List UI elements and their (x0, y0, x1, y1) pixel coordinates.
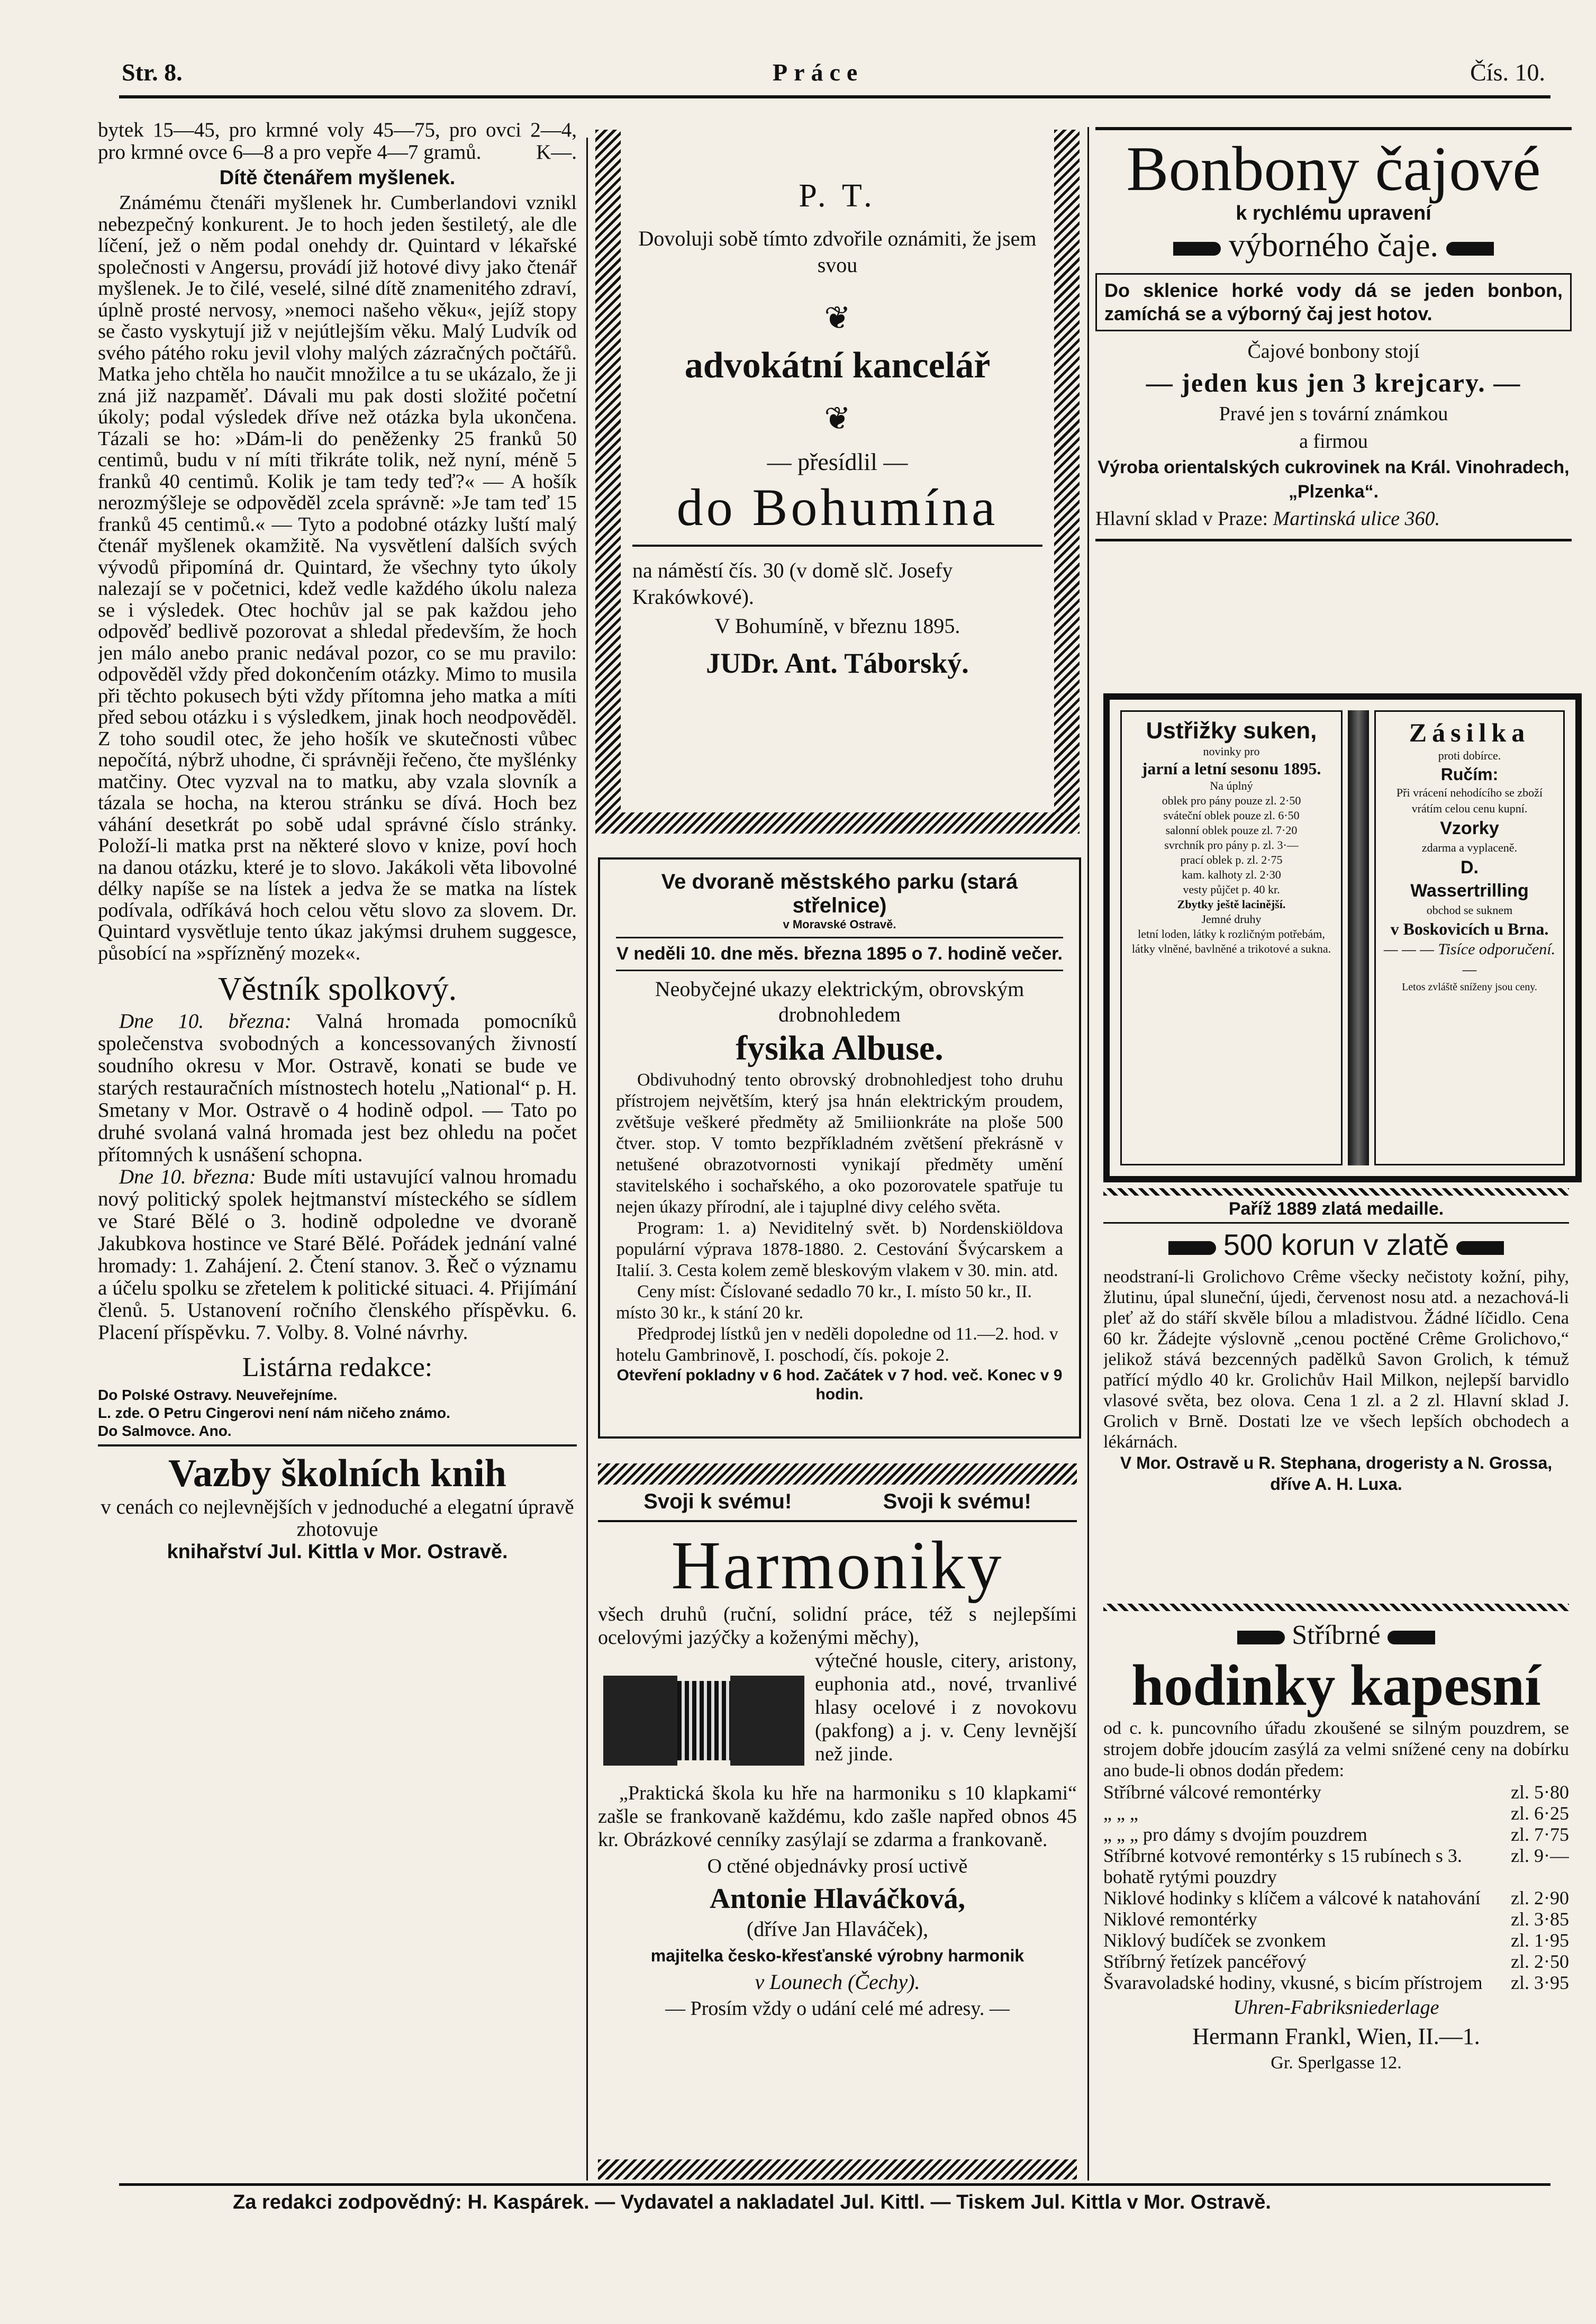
ad-harm-owner: majitelka česko-křesťanské výrobny harmonik (650, 1946, 1024, 1965)
watch-price-row (1103, 1845, 1569, 1887)
ad-lawyer-city: do Bohumína (676, 478, 999, 537)
watch-item-name: Niklové remontérky (1103, 1909, 1257, 1930)
watch-price-row (1103, 1782, 1569, 1803)
ad-cloth-line-10: letní loden, látky k rozličným potřebám, látky vlněné, bavlněné a trikotové a sukna. (1131, 927, 1331, 955)
ad-grolich (1103, 1188, 1569, 1580)
column-left (98, 119, 577, 2183)
listarna-title: Listárna redakce: (242, 1352, 433, 1382)
watch-item-price: zl. 6·25 (1511, 1803, 1569, 1824)
accordion-bellows (677, 1681, 730, 1760)
column-divider-1 (586, 138, 588, 2181)
ad-bonbony-maker: Výroba orientalských cukrovinek na Král. Vinohradech, „Plzenka“. (1098, 457, 1570, 502)
ad-lawyer-office: advokátní kancelář (684, 345, 991, 386)
ad-bonbony-rule-top (1095, 127, 1572, 130)
ad-lawyer-address: na náměstí čís. 30 (v domě slč. Josefy Krakówkové). (632, 558, 953, 609)
ad-bonbony-tea (1095, 224, 1572, 267)
ad-cloth-line-4: svrchník pro pány p. zl. 3·— (1164, 838, 1299, 852)
ad-cloth-line-6: kam. kalhoty zl. 2·30 (1182, 868, 1281, 881)
watch-item-name: Niklové hodinky s klíčem a válcové k natahování (1103, 1887, 1481, 1909)
ad-watch-street: Gr. Sperlgasse 12. (1271, 2053, 1402, 2073)
ad-lawyer-date: V Bohumíně, v březnu 1895. (714, 614, 960, 638)
header-rule (119, 95, 1550, 98)
accordion-left-end (603, 1676, 677, 1766)
ad-cloth-left (1120, 710, 1343, 1165)
listarna-item-2: L. zde. O Petru Cingerovi není nám ničeho známo. (98, 1405, 450, 1421)
ad-grolich-prize: 500 korun v zlatě (1223, 1228, 1449, 1261)
ad-harm-prev: (dříve Jan Hlaváček), (746, 1917, 929, 1941)
ad-lawyer-pt: P. T. (799, 178, 876, 214)
watch-item-name: Stříbrný řetízek pancéřový (1103, 1951, 1307, 1972)
ad-harm-city: v Lounech (Čechy). (755, 1970, 920, 1994)
ad-park-date: V neděli 10. dne měs. března 1895 o 7. hodině večer. (616, 944, 1063, 964)
club-notice-1 (98, 1010, 577, 1166)
ad-watch-price-list (1103, 1782, 1569, 1993)
ad-watch-border-top (1103, 1604, 1569, 1611)
ad-zasilka-title: Zásilka (1409, 718, 1530, 747)
ad-lawyer-border-left (595, 130, 621, 834)
ad-lawyer-rule (632, 545, 1042, 547)
ad-cloth-line-3: salonní oblek pouze zl. 7·20 (1165, 824, 1298, 837)
ad-cloth-line-8: Zbytky ještě lacinější. (1177, 898, 1286, 911)
ad-cloth-sub2: jarní a letní sesonu 1895. (1141, 759, 1321, 778)
ad-park-hours: Otevření pokladny v 6 hod. Začátek v 7 hod. več. Konec v 9 hodin. (616, 1367, 1063, 1403)
ad-cloth-line-5: prací oblek p. zl. 2·75 (1180, 853, 1283, 866)
pointing-hand-icon-6 (1388, 1631, 1435, 1644)
ad-cloth-line-7: vesty půjčet p. 40 kr. (1183, 883, 1280, 896)
ad-bonbony (1095, 127, 1572, 656)
ad-lawyer-intro: Dovoluji sobě tímto zdvořile oznámiti, že jsem svou (638, 227, 1037, 277)
ad-cloth (1103, 693, 1582, 1182)
vazby-rule-top (98, 1444, 577, 1446)
ad-bonbony-title: Bonbony čajové (1126, 133, 1541, 204)
ad-zasilka-line-6: Wassertrilling (1410, 881, 1529, 901)
page-header (122, 58, 1550, 95)
ad-bonbony-price: — jeden kus jen 3 krejcary. — (1146, 368, 1521, 397)
ad-zasilka-line-5: D. (1461, 857, 1479, 878)
ornament-1: ❦ (824, 301, 851, 336)
ad-zasilka-line-9: — — — Tisíce odporučení. — (1383, 941, 1556, 978)
vazby-shop: knihařství Jul. Kittla v Mor. Ostravě. (167, 1541, 508, 1563)
ad-park-title: Ve dvoraně městského parku (stará střelnice) (661, 870, 1018, 917)
ad-lawyer-moved: — přesídlil — (767, 448, 908, 475)
ad-harm-rule (598, 1520, 1077, 1522)
ad-cloth-line-1: oblek pro pány pouze zl. 2·50 (1162, 794, 1301, 807)
ad-park-prices: Ceny míst: Číslované sedadlo 70 kr., I. místo 50 kr., II. místo 30 kr., k stání 20 kr. (616, 1282, 1032, 1323)
ad-watch-firm: Hermann Frankl, Wien, II.—1. (1192, 2023, 1480, 2049)
ad-watch-body: od c. k. puncovního úřadu zkoušené se silným pouzdrem, se strojem dobře jdoucím zasýlá za velmi snížené ceny na dobírku ano bude-li obnos dodán předem: (1103, 1719, 1569, 1780)
ad-harm-slogan-2: Svoji k svému! (883, 1490, 1031, 1513)
watch-item-price: zl. 2·90 (1511, 1887, 1569, 1909)
section-title: Věstník spolkový. (217, 971, 457, 1007)
watch-item-name: Stříbrné válcové remontérky (1103, 1782, 1321, 1803)
ad-grolich-body: neodstraní-li Grolichovo Crême všecky nečistoty kožní, pihy, žlutinu, úpal sluneční, újedi, červenost nosu atd. a nezachová-li pleť až do stáří skvěle bílou a mladistvou. Žádné líčidlo. Cena 60 kr. Žádejte výslovně „cenou poctěné Crême Grolichovo,“ jelikož stává bezcenných padělků Savon Grolich, k témuž patřící mýdlo 40 kr. Grolichův Hail Milkon, nejlepší barvidlo vlasové světa, bez olova. Cena 1 zl. a 2 zl. Hlavní sklad J. Grolich v Brně. Dostati lze ve všech lepších obchodech a lékárnách. (1103, 1267, 1569, 1452)
ad-watch-company: Uhren-Fabriksniederlage (1233, 1996, 1439, 2019)
newspaper-title: Práce (773, 59, 864, 86)
ad-zasilka (1374, 710, 1565, 1165)
watch-item-price: zl. 1·95 (1511, 1930, 1569, 1951)
ad-harm-name: Antonie Hlaváčková, (709, 1883, 966, 1914)
ad-watch-title: hodinky kapesní (1131, 1653, 1541, 1717)
ad-park-program: Program: 1. a) Neviditelný svět. b) Nordenskiöldova populární výprava 1878-1880. 2. Cestování Švýcarskem a Italií. 3. Cesta kolem země bleskovým vlakem v 30. min. atd. (616, 1218, 1063, 1280)
ad-bonbony-sub: k rychlému upravení (1236, 202, 1431, 224)
ad-cloth-line-0: Na úplný (1210, 779, 1253, 792)
watch-price-row (1103, 1887, 1569, 1909)
ad-watch (1103, 1604, 1569, 2181)
ad-bonbony-store-line (1095, 504, 1572, 533)
watch-price-row (1103, 1909, 1569, 1930)
club-notice-2-date: Dne 10. března: (119, 1165, 256, 1188)
column-divider-2 (1087, 127, 1089, 2181)
ad-park-name: fysika Albuse. (736, 1029, 944, 1068)
ad-cloth-divider (1348, 710, 1369, 1165)
watch-item-price: zl. 7·75 (1511, 1824, 1569, 1845)
ad-harm-slogan-1: Svoji k svému! (643, 1490, 792, 1513)
pointing-hand-icon-4 (1456, 1241, 1504, 1255)
ad-grolich-medal: Paříž 1889 zlatá medaille. (1228, 1199, 1444, 1219)
ad-bonbony-store-label: Hlavní sklad v Praze: (1095, 508, 1268, 530)
pointing-hand-icon (1173, 242, 1221, 256)
listarna-item-1: Do Polské Ostravy. Neuveřejníme. (98, 1387, 338, 1403)
ad-lawyer-sign: JUDr. Ant. Táborský. (706, 647, 969, 679)
ad-zasilka-line-1: Ručím: (1440, 765, 1499, 784)
watch-price-row (1103, 1803, 1569, 1824)
ad-harm-border-bottom (598, 2159, 1077, 2180)
ad-park-rule-2 (616, 970, 1063, 971)
ad-park-presale: Předprodej lístků jen v neděli dopoledne od 11.—2. hod. v hotelu Gambrinově, I. poschodí, čís. pokoje 2. (616, 1324, 1058, 1365)
ad-zasilka-line-10: Letos zvláště sníženy jsou ceny. (1402, 981, 1537, 993)
watch-item-price: zl. 9·— (1511, 1845, 1569, 1866)
club-notice-2 (98, 1166, 577, 1344)
ad-park-intro: Neobyčejné ukazy elektrickým, obrovským drobnohledem (655, 977, 1024, 1026)
ad-cloth-title: Ustřižky suken, (1146, 718, 1317, 744)
ad-zasilka-line-2: Při vrácení nehodícího se zboží vrátím celou cenu kupní. (1396, 786, 1543, 815)
club-notice-2-text: Bude míti ustavující valnou hromadu nový politický spolek hejtmanství místeckého se sídlem ve Staré Bělé o 3. hodině odpoledne ve dvoraně Jakubkova hostince ve Staré Bělé. Pořádek jednání valné hromady: 1. Zahájení. 2. Čtení stanov. 3. Řeč o významu a účelu spolku se zřetelem k politické situaci. 4. Přijímání členů. 5. Ustanovení ročního členského příspěvku. 6. Placení příspěvku. 7. Volby. 8. Volné návrhy. (98, 1165, 577, 1344)
pointing-hand-icon-2 (1446, 242, 1494, 256)
footer-imprint: Za redakci zodpovědný: H. Kaspárek. — Vydavatel a nakladatel Jul. Kittl. — Tiskem Jul. Kittla v Mor. Ostravě. (233, 2191, 1271, 2213)
page-number: Str. 8. (122, 59, 183, 86)
article-body: Známému čtenáři myšlenek hr. Cumberlandovi vznikl nebezpečný konkurent. Je to hoch jeden šestiletý, ale dle líčení, jež o něm podal onehdy dr. Quintard v lékařské společnosti v Angersu, provádí již hotové divy jako čtenář myšlenek. Je to čilé, veselé, silné dítě znamenitého zdraví, úplně prosté nervosy, »nemoci našeho věku«, jejíž stopy se často vyskytují již v nejútlejším věku. Malý Ludvík od svého pátého roku jevil vlohy malých zázračných počtářů. Matka jeho chtěla ho naučit množilce a tu se ukázalo, že ji zná již nazpaměť. Dávali mu pak dosti složité početní úkoly; podal výsledek dříve než otázka byla ukončena. Tázali se ho: »Dám-li do peněženky 25 franků 50 centimů, budu v ní míti třikráte tolik, než nyní, méně 5 franků 40 centimů. Kolik je tam tedy teď?« — A hošík nerozmýšleje se odpověděl zcela správně: »Je tam teď 15 franků 45 centimů.« — Tyto a podobné otázky luští malý čtenář myšlenek okamžitě. Na vysvětlení dalších svých vývodů připomíná dr. Quintard, že všechny tyto úkoly nalezají se v početnici, kdež vedle každého úkolu naleza se i výsledek. Otec hochův jal se pak každou jeho odpověď bedlivě pozorovat a shledal především, že hoch jen málo anebo pranic nedával pozor, co se mu pravilo: odpověděl vždy před dokončením otázky. Mimo to musila při těchto pokusech býti vždy přítomna jeho matka a míti před sebou otázku i s výsledkem, jinak hoch neodpověděl. Z toho soudil otec, že jeho hošík ve skutečnosti vůbec nepočítá, nýbrž uhodne, či správněji řečeno, čte myšlénky matčiny. Otec vyzval na to matku, aby vzala slovník a tázala se hocha, na kterou stránku se dívá. Hoch bez váhání desetkrát po sobě udal správné číslo stránky. Položí-li matka prst na některé slovo v knize, poví hoch na danou otázku, které je to slovo. Jakákoli věta libovolné délky napíše se na lístek a jedva že se matka na lístek podívala, odříkává hoch celou větu slovo za slovem. Dr. Quintard vysvětluje tento úkaz jakýmsi druhem suggesce, působící na »spřízněný mozek«. (98, 192, 577, 964)
club-notice-1-date: Dne 10. března: (119, 1010, 292, 1033)
watch-price-row (1103, 1930, 1569, 1951)
ad-harm-body-3: „Praktická škola ku hře na harmoniku s 10 klapkami“ zašle se frankovaně každému, kdo zašle napřed obnos 45 kr. Obrázkové cenníky zasýlají se zdarma a frankovaně. (598, 1782, 1077, 1851)
ad-zasilka-line-8: v Boskovicích u Brna. (1390, 919, 1549, 938)
ad-harm-body-2: výtečné housle, citery, aristony, euphonia atd., nové, trvanlivé hlasy ocelové i z novokovu (pakfong) a j. v. Ceny levnější než jinde. (815, 1650, 1077, 1765)
accordion-right-end (730, 1676, 804, 1766)
ad-zasilka-line-7: obchod se suknem (1426, 903, 1513, 917)
ad-zasilka-line-4: zdarma a vyplaceně. (1421, 841, 1518, 854)
lead-sign: K—. (536, 141, 577, 164)
watch-item-name: Stříbrné kotvové remontérky s 15 rubínech s 3. bohatě rytými pouzdry (1103, 1845, 1462, 1887)
ad-bonbony-mark-1: Pravé jen s tovární známkou (1219, 403, 1448, 425)
ad-grolich-prize-line (1103, 1224, 1569, 1267)
ad-bonbony-mark-2: a firmou (1299, 430, 1368, 453)
watch-item-price: zl. 3·85 (1511, 1909, 1569, 1930)
ad-watch-top: Stříbrné (1292, 1620, 1381, 1650)
ad-cloth-line-2: sváteční oblek pouze zl. 6·50 (1163, 809, 1300, 822)
vazby-title: Vazby školních knih (168, 1452, 506, 1495)
ad-harm-body-1: všech druhů (ruční, solidní práce, též s nejlepšími ocelovými jazýčky a koženými měchy), (598, 1603, 1077, 1649)
watch-item-name: „ „ „ (1103, 1803, 1138, 1824)
ad-bonbony-store: Martinská ulice 360. (1273, 508, 1440, 530)
ad-bonbony-rule-bottom (1095, 539, 1572, 541)
footer-rule (119, 2183, 1550, 2186)
article-title: Dítě čtenářem myšlenek. (219, 167, 456, 189)
ad-cloth-sub1: novinky pro (1203, 745, 1260, 758)
watch-item-name: „ „ „ pro dámy s dvojím pouzdrem (1103, 1824, 1367, 1845)
ad-park-rule-1 (616, 937, 1063, 938)
pointing-hand-icon-5 (1237, 1631, 1285, 1644)
listarna-item-3: Do Salmovce. Ano. (98, 1423, 232, 1439)
ad-harmonika (598, 1490, 1077, 2162)
watch-item-name: Švaravoladské hodiny, vkusné, s bicím přístrojem (1103, 1972, 1483, 1993)
ad-park-body: Obdivuhodný tento obrovský drobnohledjest toho druhu přístrojem největším, který jsa hnán elektrickým proudem, zvětšuje veškeré předměty až 5miliionkráte na ploše 500 čtver. stop. V tomto bezpříkladném zvětšení překrásně v netušené obrazotvornosti vynikají předměty umění stavitelského i sochařského, a oko pozorovatele spatřuje tu nejen úkazy přírodní, ale i tajuplné divy celého světa. (616, 1070, 1063, 1217)
ad-cloth-line-9: Jemné druhy (1201, 912, 1262, 926)
club-notice-1-text: Valná hromada pomocníků společenstva svobodných a koncessovaných živností soudního okresu v Mor. Ostravě, konati se bude ve starých restauračních místnostech hotelu „National“ p. H. Smetany v Mor. Ostravě o 4 hodině odpol. — Tato po druhé svolaná valná hromada jest bez ohledu na počet přítomných k usnášení schopna. (98, 1010, 577, 1166)
watch-item-name: Niklový budíček se zvonkem (1103, 1930, 1326, 1951)
ad-grolich-border-top (1103, 1188, 1569, 1196)
ad-lawyer (595, 130, 1080, 834)
ad-bonbony-tea-text: výborného čaje. (1229, 228, 1438, 264)
pointing-hand-icon-3 (1168, 1241, 1216, 1255)
ad-bonbony-box: Do sklenice horké vody dá se jeden bonbon, zamíchá se a výborný čaj jest hotov. (1104, 279, 1563, 324)
ad-harm-border-top (598, 1463, 1077, 1485)
ad-grolich-agent: V Mor. Ostravě u R. Stephana, drogeristy a N. Grossa, dříve A. H. Luxa. (1120, 1453, 1553, 1494)
watch-item-price: zl. 5·80 (1511, 1782, 1569, 1803)
ad-harm-note: — Prosím vždy o udání celé mé adresy. — (665, 1997, 1010, 2020)
vazby-text: v cenách co nejlevnějších v jednoduché a elegatní úpravě zhotovuje (101, 1496, 574, 1541)
ornament-2: ❦ (824, 401, 851, 436)
ad-lawyer-border-bottom (595, 812, 1080, 834)
ad-park-place: v Moravské Ostravě. (783, 918, 896, 931)
lead-text: bytek 15—45, pro krmné voly 45—75, pro ovci 2—4, pro krmné ovce 6—8 a pro vepře 4—7 gramů. (98, 119, 577, 164)
accordion-illustration (603, 1654, 804, 1782)
watch-item-price: zl. 3·95 (1511, 1972, 1569, 1993)
ad-harm-title: Harmoniky (671, 1527, 1004, 1604)
ad-park (598, 857, 1081, 1439)
ad-zasilka-line-0: proti dobírce. (1438, 749, 1501, 762)
watch-item-price: zl. 2·50 (1511, 1951, 1569, 1972)
ad-bonbony-cost: Čajové bonbony stojí (1247, 340, 1420, 363)
ad-harm-ask: O ctěné objednávky prosí uctivě (707, 1855, 968, 1877)
ad-zasilka-line-3: Vzorky (1440, 818, 1499, 838)
watch-price-row (1103, 1824, 1569, 1845)
watch-price-row (1103, 1951, 1569, 1972)
ad-watch-top-line (1103, 1618, 1569, 1652)
watch-price-row (1103, 1972, 1569, 1993)
ad-lawyer-border-right (1054, 130, 1080, 834)
issue-number: Čís. 10. (1470, 59, 1545, 86)
